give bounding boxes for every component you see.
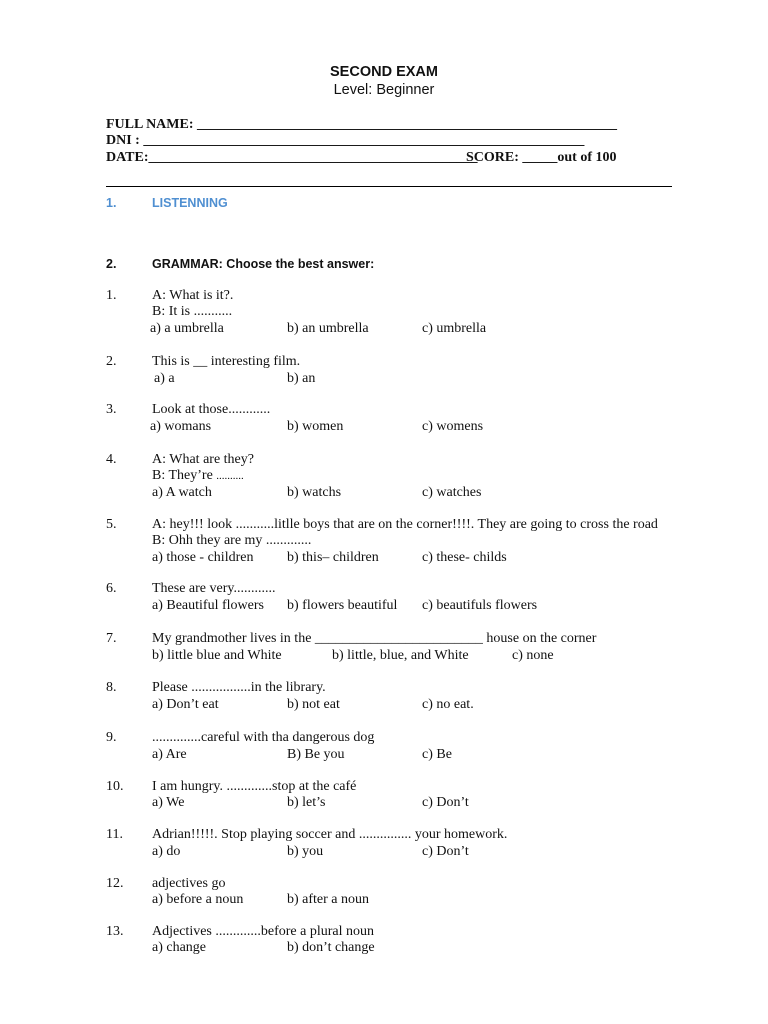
option-b[interactable]: b) an <box>287 371 316 386</box>
option-a[interactable]: a) a <box>154 371 175 386</box>
exam-level: Level: Beginner <box>333 82 435 98</box>
question-number: 3. <box>106 402 117 417</box>
option-c[interactable]: c) Don’t <box>422 844 469 859</box>
option-a[interactable]: a) a umbrella <box>150 321 224 336</box>
question-number: 11. <box>106 827 123 842</box>
option-a[interactable]: a) Beautiful flowers <box>152 598 264 613</box>
exam-title: SECOND EXAM <box>330 64 438 80</box>
option-a[interactable]: a) change <box>152 940 207 955</box>
question-number: 1. <box>106 288 117 303</box>
option-b[interactable]: b) you <box>287 844 324 859</box>
option-c[interactable]: c) no eat. <box>422 697 474 712</box>
section-2-number: 2. <box>106 257 117 271</box>
option-b[interactable]: B) Be you <box>287 747 345 762</box>
question-number: 4. <box>106 452 117 467</box>
option-c[interactable]: c) beautifuls flowers <box>422 598 538 613</box>
question-line: ..............careful with tha dangerous dog <box>152 730 375 745</box>
option-a[interactable]: a) We <box>152 795 185 810</box>
question-number: 13. <box>106 924 124 939</box>
question-number: 5. <box>106 517 117 532</box>
question-number: 10. <box>106 779 124 794</box>
date-field[interactable]: DATE:_______________________________________________ <box>106 150 478 165</box>
question-line: Look at those............ <box>152 402 271 417</box>
option-a[interactable]: a) those - children <box>152 550 254 565</box>
option-a[interactable]: a) womans <box>150 419 212 434</box>
dni-field[interactable]: DNI : _______________________________________________________________ <box>106 133 585 148</box>
option-a[interactable]: a) Don’t eat <box>152 697 219 712</box>
question-line: This is __ interesting film. <box>152 354 301 369</box>
option-b[interactable]: b) flowers beautiful <box>287 598 398 613</box>
option-a[interactable]: a) before a noun <box>152 892 244 907</box>
question-line: Adjectives .............before a plural noun <box>152 924 374 939</box>
section-1-number: 1. <box>106 196 117 210</box>
question-number: 2. <box>106 354 117 369</box>
question-number: 6. <box>106 581 117 596</box>
option-c[interactable]: c) watches <box>422 485 482 500</box>
question-number: 8. <box>106 680 117 695</box>
question-line: Adrian!!!!!. Stop playing soccer and ............... your homework. <box>152 827 508 842</box>
option-c[interactable]: c) these- childs <box>422 550 507 565</box>
question-number: 12. <box>106 876 124 891</box>
option-a[interactable]: a) do <box>152 844 181 859</box>
full-name-field[interactable]: FULL NAME: ____________________________________________________________ <box>106 117 617 132</box>
option-b[interactable]: b) not eat <box>287 697 340 712</box>
divider <box>106 186 672 187</box>
question-line: A: What are they? <box>152 452 254 467</box>
question-line: A: What is it?. <box>152 288 234 303</box>
question-line: These are very............ <box>152 581 276 596</box>
option-b[interactable]: b) an umbrella <box>287 321 369 336</box>
option-b[interactable]: b) women <box>287 419 344 434</box>
option-c[interactable]: c) Don’t <box>422 795 469 810</box>
question-line: adjectives go <box>152 876 226 891</box>
question-line: B: It is ........... <box>152 304 233 319</box>
question-line: Please .................in the library. <box>152 680 326 695</box>
option-b[interactable]: b) let’s <box>287 795 326 810</box>
option-a[interactable]: b) little blue and White <box>152 648 282 663</box>
option-c[interactable]: c) Be <box>422 747 452 762</box>
question-line: B: They’re <box>152 468 213 483</box>
section-2-title: GRAMMAR: Choose the best answer: <box>152 257 375 271</box>
question-number: 7. <box>106 631 117 646</box>
question-line: A: hey!!! look ...........litlle boys that are on the corner!!!!. They are going to cross the road <box>152 517 658 532</box>
option-c[interactable]: c) umbrella <box>422 321 487 336</box>
option-b[interactable]: b) little, blue, and White <box>332 648 469 663</box>
question-line: B: Ohh they are my ............. <box>152 533 312 548</box>
question-number: 9. <box>106 730 117 745</box>
option-b[interactable]: b) this– children <box>287 550 379 565</box>
question-line: My grandmother lives in the ________________________ house on the corner <box>152 631 597 646</box>
option-b[interactable]: b) don’t change <box>287 940 375 955</box>
score-field[interactable]: SCORE: _____out of 100 <box>466 150 617 165</box>
option-c[interactable]: c) none <box>512 648 554 663</box>
option-a[interactable]: a) A watch <box>152 485 212 500</box>
option-c[interactable]: c) womens <box>422 419 484 434</box>
section-1-title: LISTENNING <box>152 196 228 210</box>
option-a[interactable]: a) Are <box>152 747 187 762</box>
answer-blank: .......... <box>216 470 244 482</box>
option-b[interactable]: b) watchs <box>287 485 342 500</box>
option-b[interactable]: b) after a noun <box>287 892 370 907</box>
question-line: I am hungry. .............stop at the café <box>152 779 357 794</box>
